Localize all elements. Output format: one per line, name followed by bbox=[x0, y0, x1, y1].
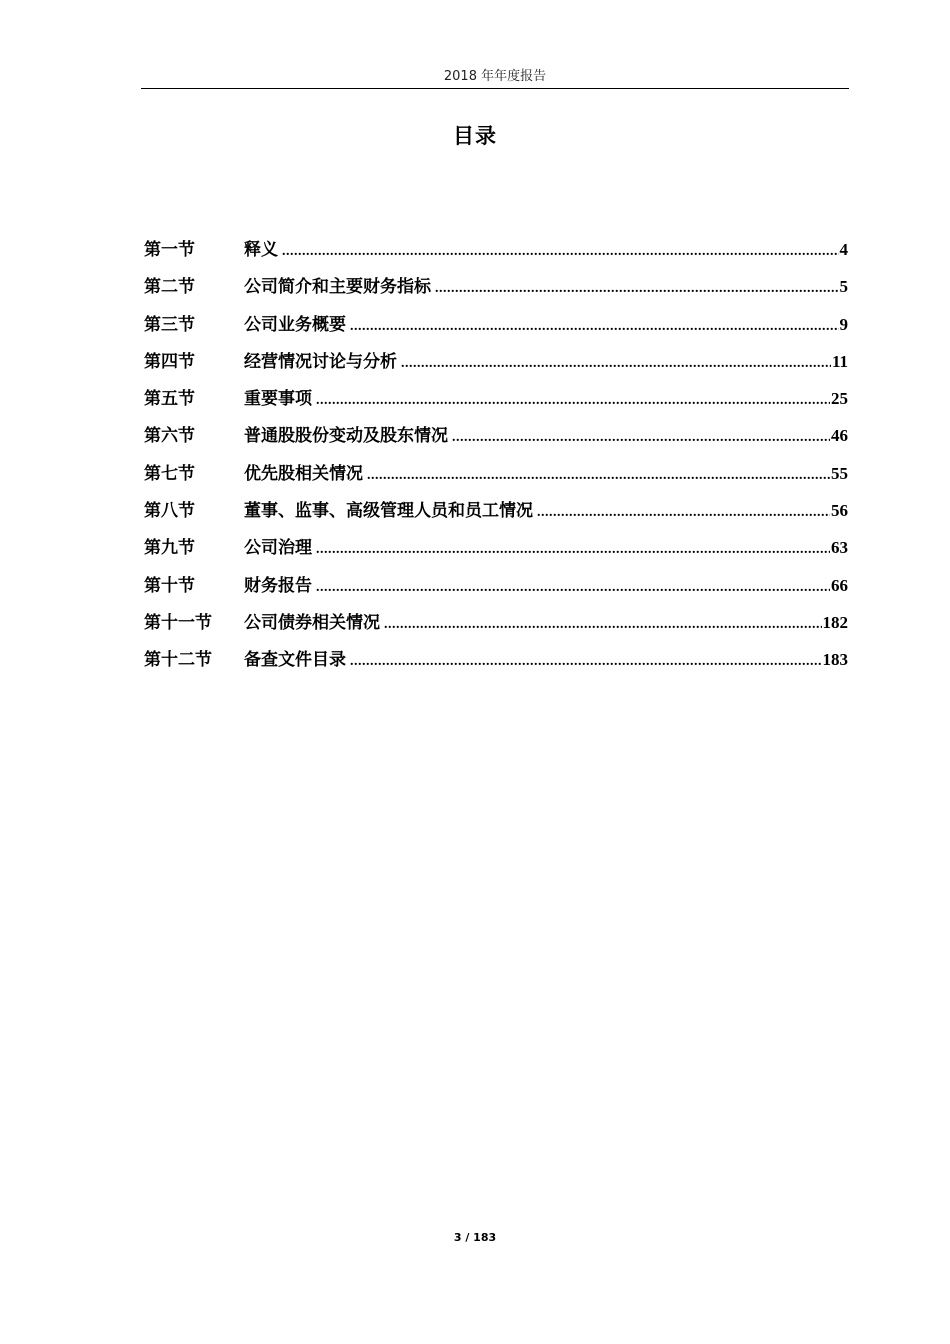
toc-page-number: 46 bbox=[831, 426, 848, 446]
toc-section-number: 第七节 bbox=[144, 463, 195, 484]
toc-page-number: 4 bbox=[839, 240, 848, 259]
toc-entry[interactable] bbox=[144, 348, 848, 385]
toc-page-number: 9 bbox=[839, 314, 848, 334]
toc-section-title: 经营情况讨论与分析 bbox=[244, 351, 397, 372]
toc-section-title: 董事、监事、高级管理人员和员工情况 bbox=[244, 501, 533, 522]
toc-section-title: 备查文件目录 bbox=[244, 650, 346, 671]
toc-entry[interactable] bbox=[144, 534, 848, 571]
toc-dot-leader bbox=[350, 648, 822, 676]
toc-dot-leader bbox=[401, 350, 831, 378]
toc-entry[interactable] bbox=[144, 609, 848, 646]
toc-section-number: 第八节 bbox=[144, 501, 195, 522]
toc-section-number: 第十二节 bbox=[144, 650, 212, 671]
toc-page-number: 182 bbox=[822, 612, 848, 632]
toc-page-number: 63 bbox=[831, 538, 848, 558]
toc-section-number: 第一节 bbox=[144, 240, 195, 260]
toc-section-number: 第九节 bbox=[144, 538, 195, 559]
toc-dot-leader bbox=[452, 424, 830, 452]
toc-section-title: 公司业务概要 bbox=[244, 314, 346, 335]
toc-entry[interactable] bbox=[144, 460, 848, 497]
toc-section-title: 公司治理 bbox=[244, 538, 312, 559]
toc-entry[interactable] bbox=[144, 422, 848, 459]
toc-page-number: 183 bbox=[822, 650, 848, 670]
toc-page-number: 56 bbox=[831, 501, 848, 521]
toc-page-number: 66 bbox=[831, 575, 848, 595]
toc-section-number: 第四节 bbox=[144, 351, 195, 372]
toc-dot-leader bbox=[282, 238, 839, 266]
toc-dot-leader bbox=[316, 536, 830, 564]
header-divider bbox=[141, 88, 849, 89]
toc-page-number: 25 bbox=[831, 389, 848, 409]
toc-page-number: 55 bbox=[831, 463, 848, 483]
toc-dot-leader bbox=[537, 499, 830, 527]
toc-entry[interactable] bbox=[144, 646, 848, 683]
toc-section-title: 财务报告 bbox=[244, 575, 312, 596]
page-title: 目录 bbox=[453, 124, 497, 148]
toc-section-title: 普通股股份变动及股东情况 bbox=[244, 426, 448, 447]
toc-entry[interactable] bbox=[144, 311, 848, 348]
toc-dot-leader bbox=[316, 387, 830, 415]
running-header: 2018 年年度报告 bbox=[443, 69, 547, 84]
toc-entry[interactable] bbox=[144, 236, 848, 273]
toc-dot-leader bbox=[316, 574, 830, 602]
toc-page-number: 5 bbox=[839, 277, 848, 297]
toc-entry[interactable] bbox=[144, 385, 848, 422]
toc-dot-leader bbox=[384, 611, 822, 639]
toc-section-title: 公司简介和主要财务指标 bbox=[244, 277, 431, 298]
toc-section-number: 第三节 bbox=[144, 314, 195, 335]
toc-section-title: 重要事项 bbox=[244, 389, 312, 410]
page-number-footer: 3 / 183 bbox=[453, 1231, 497, 1244]
toc-section-title: 释义 bbox=[244, 240, 278, 260]
toc-section-number: 第十节 bbox=[144, 575, 195, 596]
toc-section-number: 第十一节 bbox=[144, 612, 212, 633]
toc-page-number: 11 bbox=[831, 351, 848, 371]
toc-entry[interactable] bbox=[144, 273, 848, 310]
toc-entry[interactable] bbox=[144, 572, 848, 609]
toc-section-number: 第五节 bbox=[144, 389, 195, 410]
toc-section-number: 第六节 bbox=[144, 426, 195, 447]
table-of-contents bbox=[144, 236, 848, 684]
toc-dot-leader bbox=[435, 275, 839, 303]
toc-dot-leader bbox=[367, 462, 830, 490]
toc-entry[interactable] bbox=[144, 497, 848, 534]
toc-section-title: 优先股相关情况 bbox=[244, 463, 363, 484]
toc-section-title: 公司债券相关情况 bbox=[244, 612, 380, 633]
toc-section-number: 第二节 bbox=[144, 277, 195, 298]
toc-dot-leader bbox=[350, 313, 839, 341]
